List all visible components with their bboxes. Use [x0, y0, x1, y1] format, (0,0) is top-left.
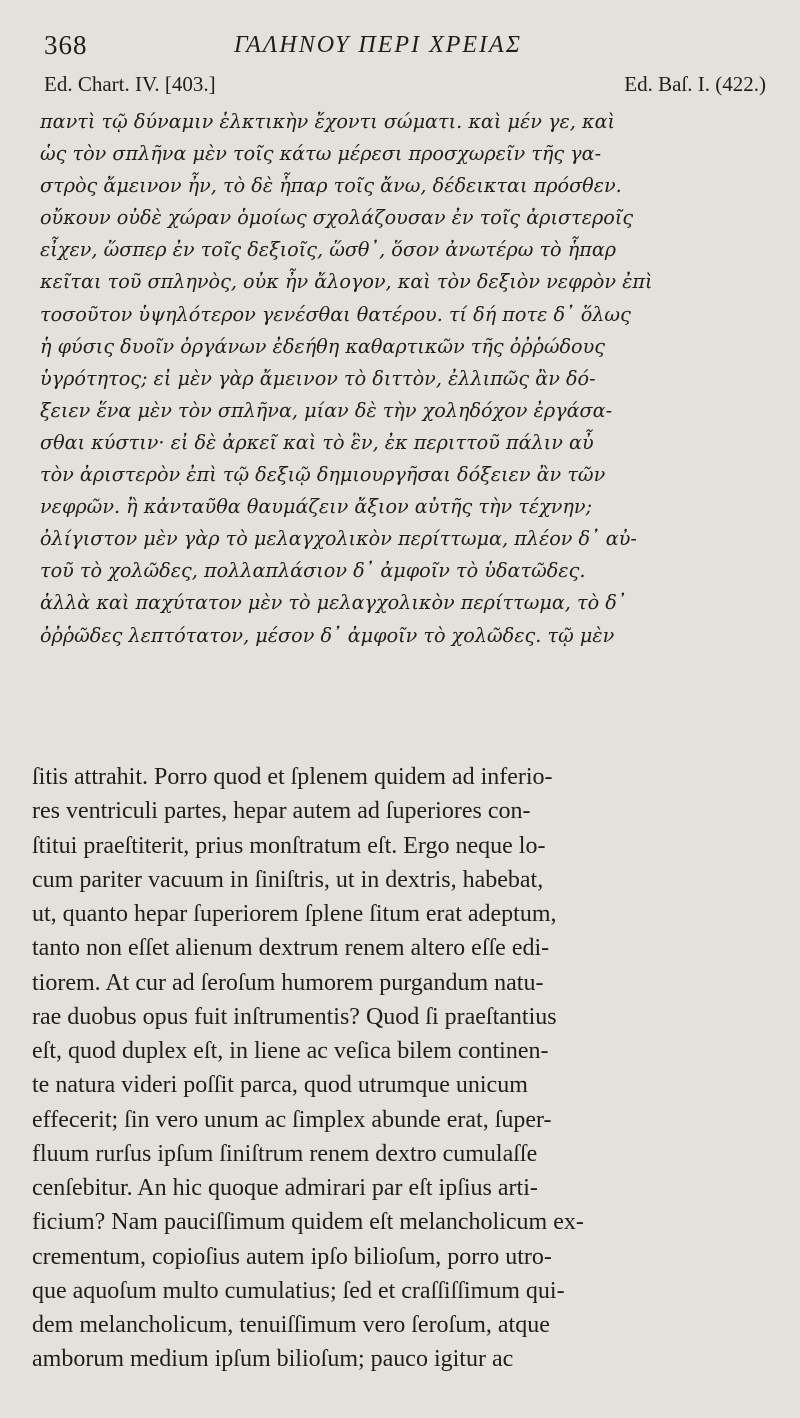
greek-text-line: τοσοῦτον ὑψηλότερον γενέσθαι θατέρου. τί δή ποτε δ᾽ ὅλως [40, 302, 631, 326]
greek-text-line: ὡς τὸν σπλῆνα μὲν τοῖς κάτω μέρεσι προσχωρεῖν τῆς γα- [40, 142, 602, 166]
latin-text-line: que aquoſum multo cumulatius; ſed et craſſiſſimum qui- [32, 1277, 565, 1304]
greek-text-block [40, 106, 768, 652]
latin-text-line: amborum medium ipſum bilioſum; pauco igitur ac [32, 1346, 514, 1373]
latin-text-line: dem melancholicum, tenuiſſimum vero ſeroſum, atque [32, 1312, 550, 1338]
greek-text-line: κεῖται τοῦ σπληνὸς, οὐκ ἦν ἄλογον, καὶ τὸν δεξιὸν νεφρὸν ἐπὶ [40, 270, 653, 294]
greek-text-line: ὑγρότητος; εἰ μὲν γὰρ ἄμεινον τὸ διττὸν, ἐλλιπῶς ἂν δό- [40, 366, 596, 390]
latin-text-line: ſitis attrahit. Porro quod et ſplenem quidem ad inferio- [32, 764, 553, 790]
latin-text-line: cum pariter vacuum in ſiniſtris, ut in dextris, habebat, [32, 866, 544, 893]
greek-text-line: στρὸς ἄμεινον ἦν, τὸ δὲ ἧπαρ τοῖς ἄνω, δέδεικται πρόσθεν. [40, 174, 622, 198]
latin-text-line: effecerit; ſin vero unum ac ſimplex abunde erat, ſuper- [32, 1106, 552, 1133]
page-number: 368 [44, 30, 88, 60]
greek-text-line: σθαι κύστιν· εἰ δὲ ἀρκεῖ καὶ τὸ ἓν, ἐκ περιττοῦ πάλιν αὖ [40, 430, 594, 454]
greek-text-line: ὀῤῥῶδες λεπτότατον, μέσον δ᾽ ἀμφοῖν τὸ χολῶδες. τῷ μὲν [40, 623, 615, 647]
greek-text-line: εἶχεν, ὥσπερ ἐν τοῖς δεξιοῖς, ὥσθ᾽, ὅσον ἀνωτέρω τὸ ἧπαρ [40, 238, 617, 262]
edition-basel-ref: Ed. Baſ. I. (422.) [624, 72, 766, 96]
latin-text-line: eſt, quod duplex eſt, in liene ac veſica bilem continen- [32, 1038, 549, 1064]
latin-text-line: crementum, copioſius autem ipſo bilioſum, porro utro- [32, 1243, 552, 1270]
edition-references [44, 72, 766, 104]
latin-text-line: tanto non eſſet alienum dextrum renem altero eſſe edi- [32, 935, 550, 962]
greek-text-line: νεφρῶν. ἢ κἀνταῦθα θαυμάζειν ἄξιον αὐτῆς τὴν τέχνην; [40, 495, 593, 519]
greek-text-line: τοῦ τὸ χολῶδες, πολλαπλάσιον δ᾽ ἀμφοῖν τὸ ὑδατῶδες. [40, 559, 586, 583]
latin-text-line: ſtitui praeſtiterit, prius monſtratum eſt. Ergo neque lo- [32, 832, 546, 859]
latin-text-line: rae duobus opus fuit inſtrumentis? Quod ſi praeſtantius [32, 1003, 557, 1030]
latin-text-line: res ventriculi partes, hepar autem ad ſuperiores con- [32, 798, 531, 825]
greek-text-line: τὸν ἀριστερὸν ἐπὶ τῷ δεξιῷ δημιουργῆσαι δόξειεν ἂν τῶν [40, 463, 606, 487]
edition-chartier-ref: Ed. Chart. IV. [403.] [44, 72, 216, 96]
latin-text-line: ut, quanto hepar ſuperiorem ſplene ſitum erat adeptum, [32, 901, 557, 927]
latin-text-line: cenſebitur. An hic quoque admirari par eſt ipſius arti- [32, 1175, 538, 1201]
page-header [44, 30, 764, 66]
greek-text-line: ὀλίγιστον μὲν γὰρ τὸ μελαγχολικὸν περίττωμα, πλέον δ᾽ αὐ- [40, 527, 637, 551]
greek-text-line: ἀλλὰ καὶ παχύτατον μὲν τὸ μελαγχολικὸν περίττωμα, τὸ δ᾽ [40, 591, 627, 615]
latin-text-line: ficium? Nam pauciſſimum quidem eſt melancholicum ex- [32, 1209, 584, 1236]
greek-text-line: παντὶ τῷ δύναμιν ἑλκτικὴν ἔχοντι σώματι. καὶ μέν γε, καὶ [40, 110, 616, 133]
greek-text-line: ἡ φύσις δυοῖν ὀργάνων ἐδεήθη καθαρτικῶν τῆς ὀῤῥώδους [40, 334, 606, 358]
latin-text-block [32, 760, 762, 1377]
greek-text-line: ξειεν ἕνα μὲν τὸν σπλῆνα, μίαν δὲ τὴν χοληδόχον ἐργάσα- [40, 398, 613, 422]
latin-text-line: te natura videri poſſit parca, quod utrumque unicum [32, 1072, 528, 1099]
latin-text-line: tiorem. At cur ad ſeroſum humorem purgandum natu- [32, 969, 544, 996]
latin-text-line: fluum rurſus ipſum ſiniſtrum renem dextro cumulaſſe [32, 1140, 538, 1167]
greek-text-line: οὔκουν οὐδὲ χώραν ὁμοίως σχολάζουσαν ἐν τοῖς ἀριστεροῖς [40, 206, 634, 230]
running-title: ΓΑΛΗΝΟΥ ΠΕΡΙ ΧΡΕΙΑΣ [234, 32, 522, 58]
